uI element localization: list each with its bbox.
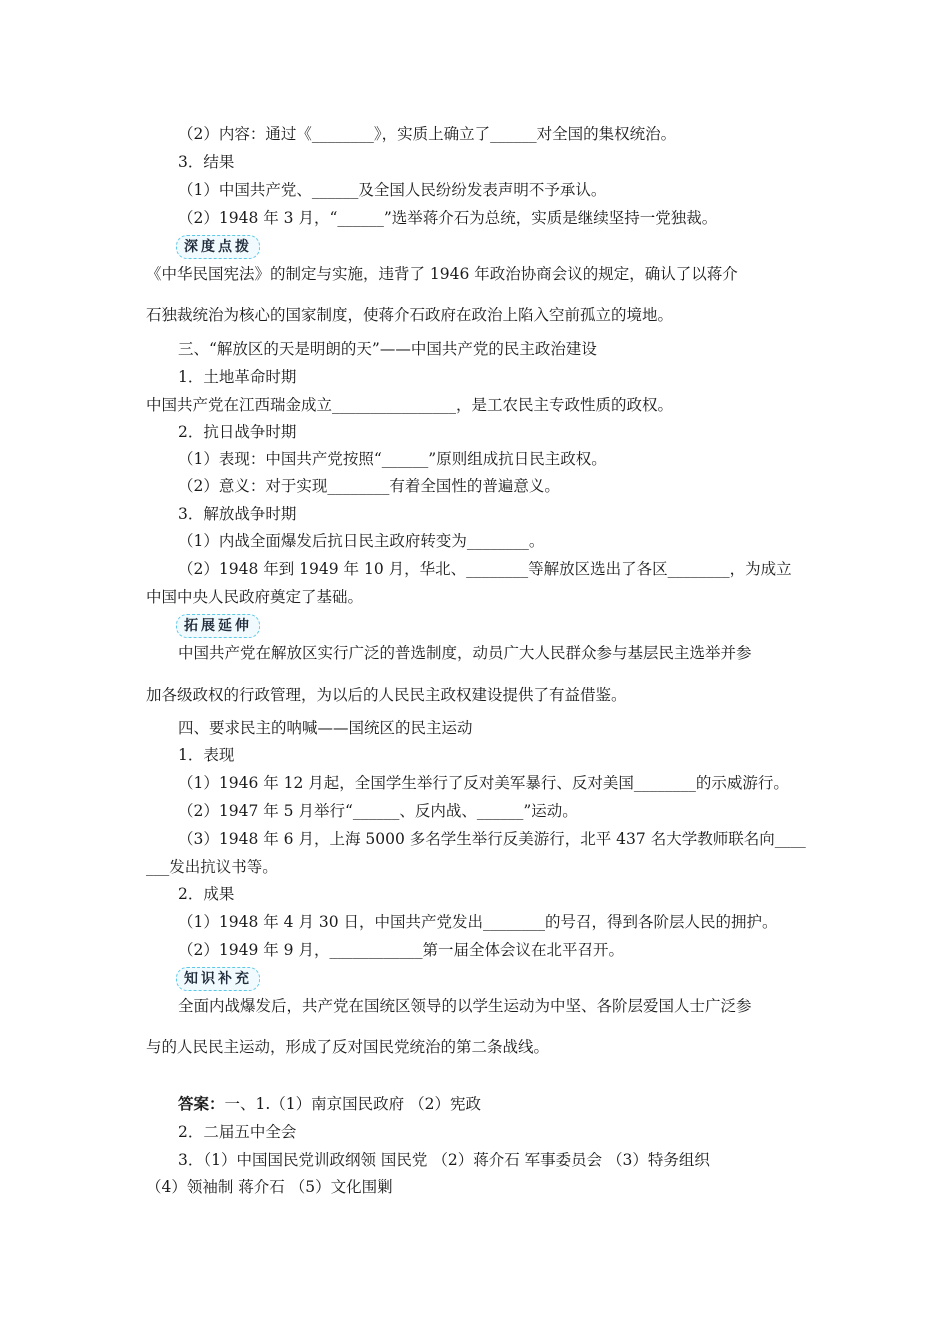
- text-line: （2）内容：通过《________》，实质上确立了______对全国的集权统治。: [178, 125, 677, 143]
- text-line: （1）1946 年 12 月起，全国学生举行了反对美军暴行、反对美国________的示威游行。: [178, 774, 789, 792]
- text-line: （2）1948 年到 1949 年 10 月，华北、________等解放区选出了各区________，为成立: [178, 560, 792, 578]
- note-paragraph-line: 与的人民民主运动，形成了反对国民党统治的第二条战线。: [146, 1038, 550, 1056]
- text-line: 中国中央人民政府奠定了基础。: [146, 588, 364, 606]
- text-line: （1）表现：中国共产党按照“______”原则组成抗日民主政权。: [178, 450, 607, 468]
- note-paragraph-line: 石独裁统治为核心的国家制度，使蒋介石政府在政治上陷入空前孤立的境地。: [146, 306, 674, 324]
- text-line: ___发出抗议书等。: [146, 858, 278, 876]
- tag-knowledge-supplement: 知识补充: [176, 967, 260, 991]
- note-paragraph-line: 《中华民国宪法》的制定与实施，违背了 1946 年政治协商会议的规定，确认了以蒋介: [146, 265, 738, 283]
- answers-label: 答案：: [178, 1094, 225, 1113]
- text-line: （1）1948 年 4 月 30 日，中国共产党发出________的号召，得到各阶层人民的拥护。: [178, 913, 778, 931]
- subsection-heading: 3．解放战争时期: [178, 505, 297, 523]
- subsection-heading: 2．抗日战争时期: [178, 423, 297, 441]
- answers-line: （4）领袖制 蒋介石 （5）文化围剿: [146, 1178, 393, 1196]
- section-heading: 四、要求民主的呐喊——国统区的民主运动: [178, 719, 473, 737]
- section-heading: 三、“解放区的天是明朗的天”——中国共产党的民主政治建设: [178, 340, 597, 358]
- text-line: （2）1948 年 3 月，“______”选举蒋介石为总统，实质是继续坚持一党独裁。: [178, 209, 718, 227]
- answers-line: 2．二届五中全会: [178, 1123, 297, 1141]
- tag-depth-analysis: 深度点拨: [176, 235, 260, 259]
- subsection-heading: 2．成果: [178, 885, 235, 903]
- subsection-heading: 1．表现: [178, 746, 235, 764]
- tag-extension: 拓展延伸: [176, 614, 260, 638]
- note-paragraph-line: 全面内战爆发后，共产党在国统区领导的以学生运动为中坚、各阶层爱国人士广泛参: [178, 997, 752, 1015]
- answers-text: 一、1.（1）南京国民政府 （2）宪政: [224, 1095, 481, 1113]
- text-line: （2）1949 年 9 月，____________第一届全体会议在北平召开。: [178, 941, 624, 959]
- note-paragraph-line: 加各级政权的行政管理，为以后的人民民主政权建设提供了有益借鉴。: [146, 686, 627, 704]
- text-line: （3）1948 年 6 月，上海 5000 多名学生举行反美游行，北平 437 名大学教师联名向____: [178, 830, 806, 848]
- text-line: （1）中国共产党、______及全国人民纷纷发表声明不予承认。: [178, 181, 607, 199]
- answers-line: [178, 1094, 481, 1114]
- answers-line: 3．（1）中国国民党训政纲领 国民党 （2）蒋介石 军事委员会 （3）特务组织: [178, 1151, 710, 1169]
- subsection-heading: 1．土地革命时期: [178, 368, 297, 386]
- text-line: （2）意义：对于实现________有着全国性的普遍意义。: [178, 477, 560, 495]
- section-heading: 3．结果: [178, 153, 235, 171]
- text-line: （1）内战全面爆发后抗日民主政府转变为________。: [178, 532, 545, 550]
- text-line: （2）1947 年 5 月举行“______、反内战、______”运动。: [178, 802, 578, 820]
- note-paragraph-line: 中国共产党在解放区实行广泛的普选制度，动员广大人民群众参与基层民主选举并参: [178, 644, 752, 662]
- text-line: 中国共产党在江西瑞金成立________________，是工农民主专政性质的政权。: [146, 396, 674, 414]
